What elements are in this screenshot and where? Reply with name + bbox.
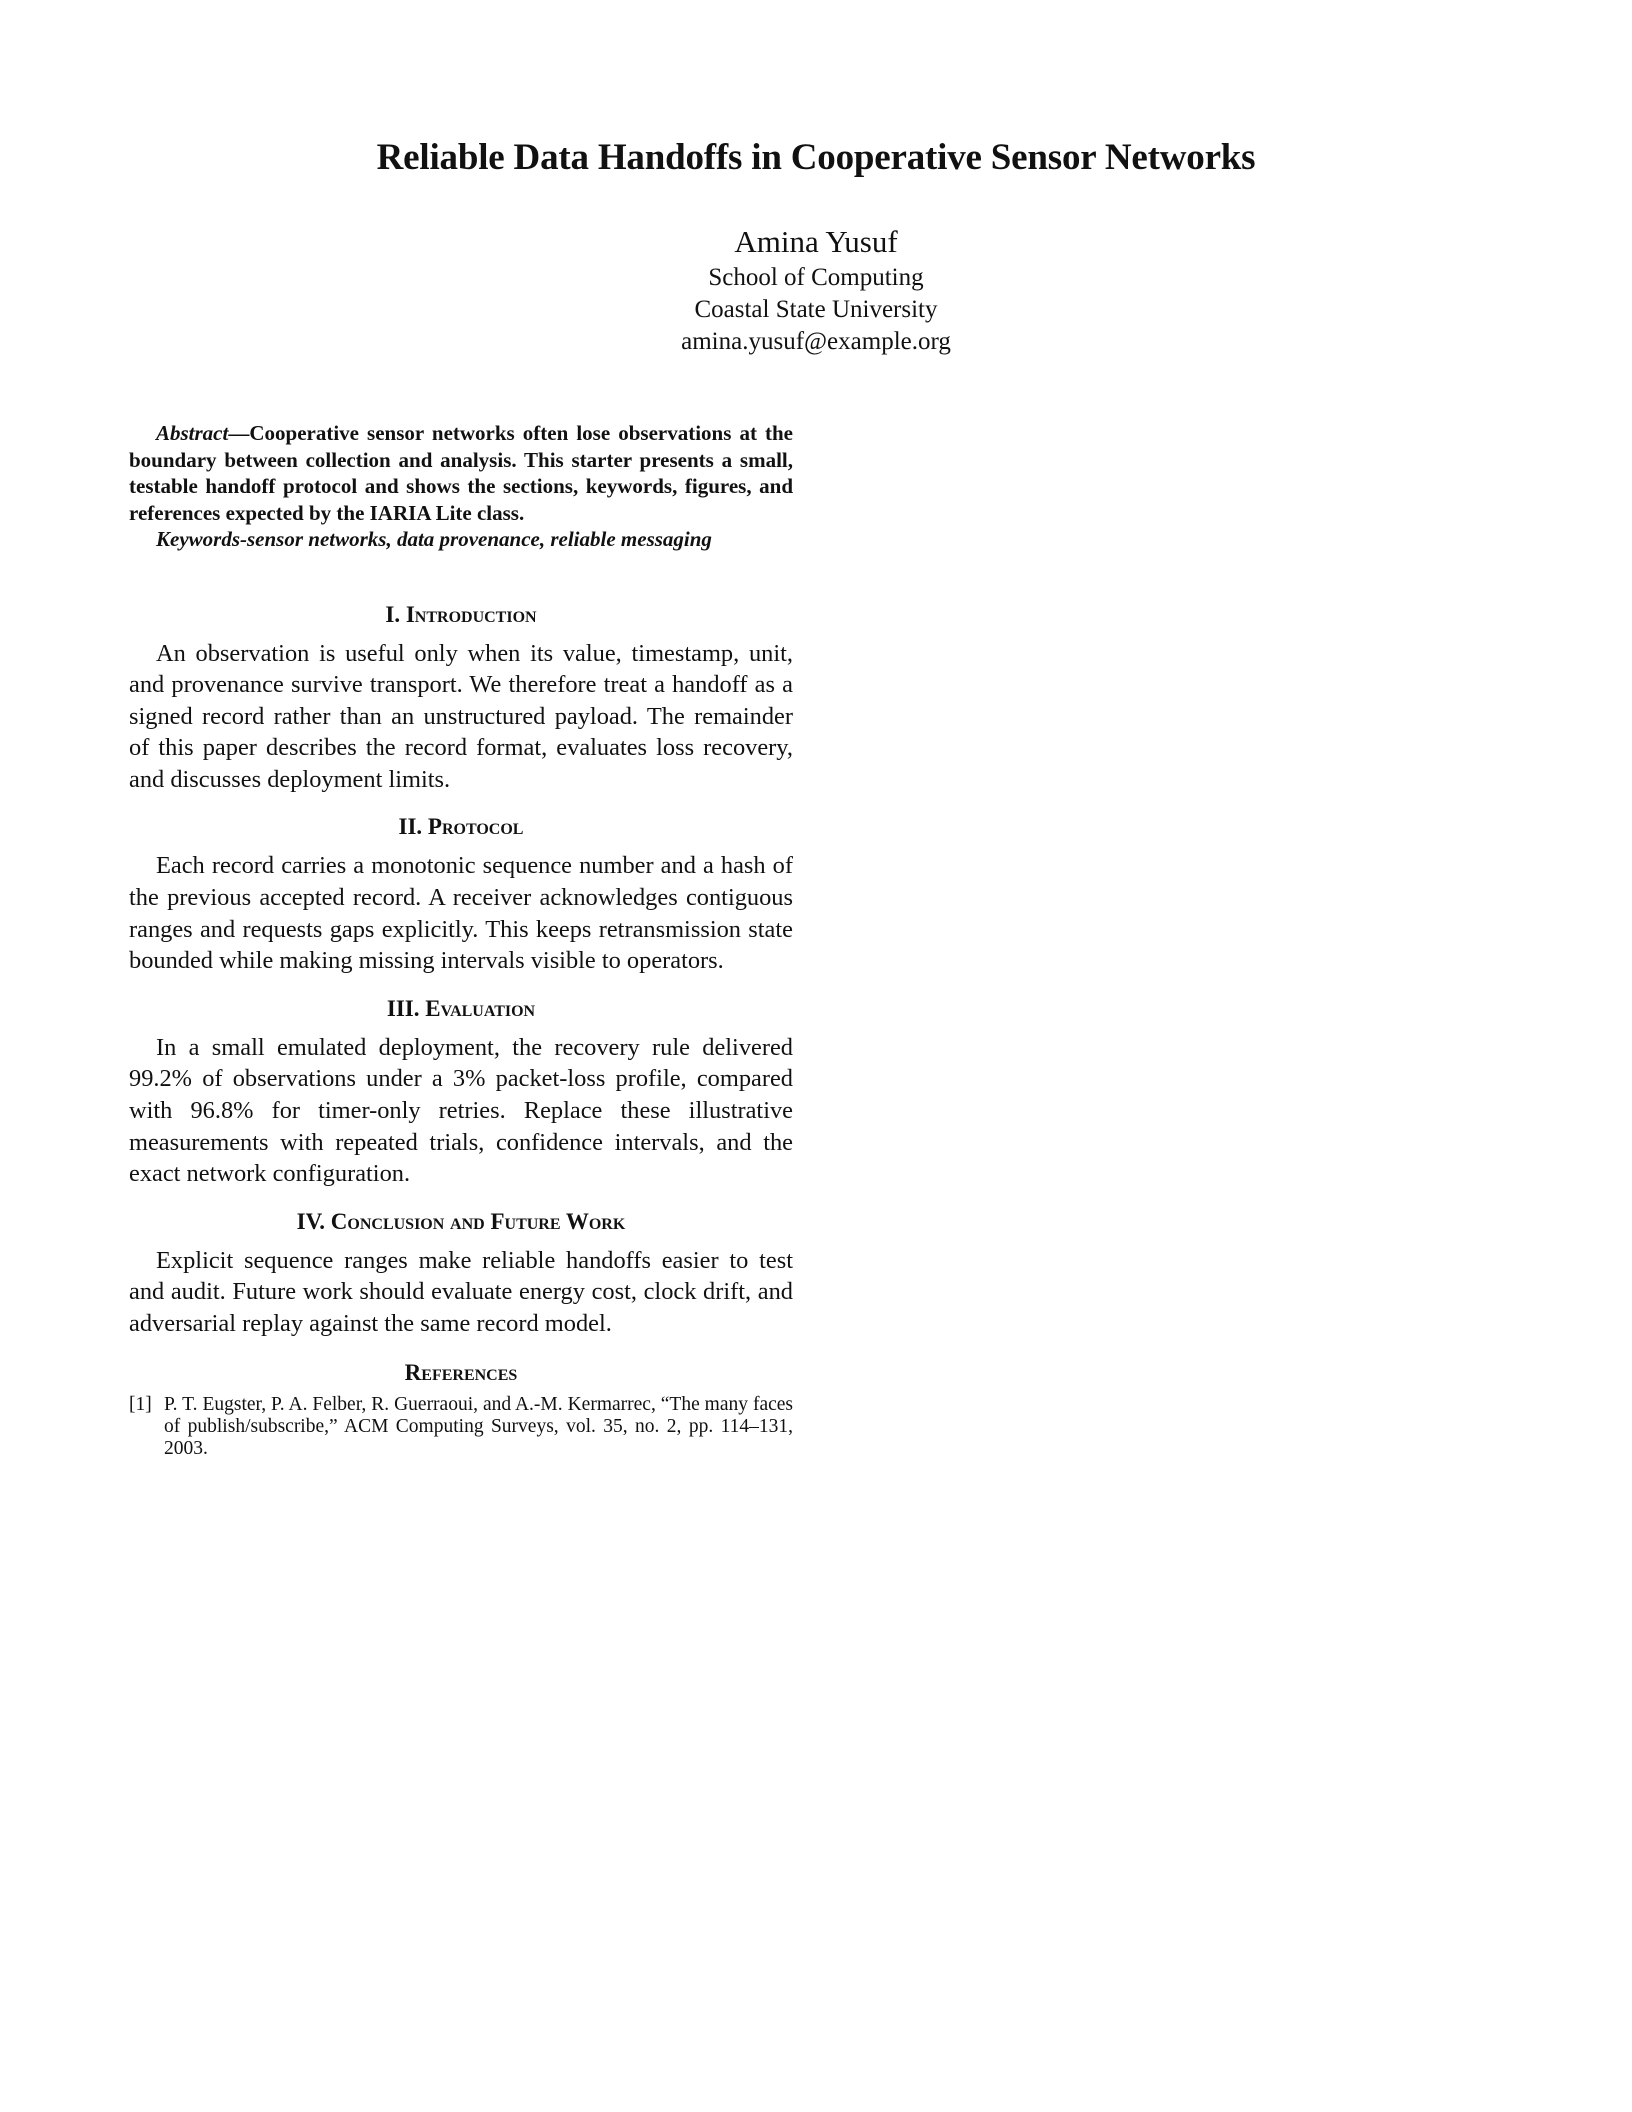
author-department: School of Computing [708, 264, 924, 291]
section-number: III. [386, 995, 420, 1021]
abstract-text: Cooperative sensor networks often lose observations at the boundary between collection and analysis. This starter presents a small, testable handoff protocol and shows the sections, keywords, figures, and references expected by the IARIA Lite class. [129, 421, 793, 525]
section-heading-protocol [129, 812, 793, 842]
author-institution: Coastal State University [694, 296, 938, 323]
author-block [0, 222, 1632, 358]
section-number: I. [385, 601, 401, 627]
reference-text: P. T. Eugster, P. A. Felber, R. Guerraoui, and A.-M. Kermarrec, “The many faces of publish/subscribe,” ACM Computing Surveys, vol. 35, no. 2, pp. 114–131, 2003. [164, 1393, 793, 1460]
references-heading: References [404, 1359, 518, 1385]
author-email: amina.yusuf@example.org [681, 328, 951, 355]
section-heading-evaluation [129, 994, 793, 1024]
left-column [129, 420, 793, 1461]
section-body-introduction: An observation is useful only when its value, timestamp, unit, and provenance survive transport. We therefore treat a handoff as a signed record rather than an unstructured payload. The remainder of this paper describes the record format, evaluates loss recovery, and discusses deployment limits. [129, 639, 793, 793]
author-name: Amina Yusuf [734, 224, 898, 259]
abstract [129, 420, 793, 526]
section-title: Conclusion and Future Work [330, 1208, 626, 1234]
section-heading-introduction [129, 600, 793, 630]
section-body-conclusion: Explicit sequence ranges make reliable handoffs easier to test and audit. Future work should evaluate energy cost, clock drift, and adversarial replay against the same record model. [129, 1246, 793, 1337]
section-body-protocol: Each record carries a monotonic sequence number and a hash of the previous accepted record. A receiver acknowledges contiguous ranges and requests gaps explicitly. This keeps retransmission state bounded while making missing intervals visible to operators. [129, 852, 793, 975]
reference-list [129, 1394, 793, 1461]
paper-title: Reliable Data Handoffs in Cooperative Sensor Networks [376, 137, 1256, 178]
section-heading-conclusion [129, 1207, 793, 1237]
section-title: Introduction [405, 601, 537, 627]
reference-number: [1] [129, 1393, 152, 1415]
abstract-dash: — [228, 421, 250, 445]
section-number: IV. [296, 1208, 326, 1234]
section-body-evaluation: In a small emulated deployment, the recovery rule delivered 99.2% of observations under a 3% packet-loss profile, compared with 96.8% for timer-only retries. Replace these illustrative measurements with repeated trials, confidence intervals, and the exact network configuration. [129, 1033, 793, 1188]
keywords: Keywords-sensor networks, data provenance, reliable messaging [156, 527, 712, 551]
section-title: Protocol [427, 814, 524, 840]
reference-item [129, 1394, 793, 1461]
section-number: II. [398, 814, 423, 840]
section-title: Evaluation [425, 995, 536, 1021]
abstract-label: Abstract [156, 421, 229, 445]
